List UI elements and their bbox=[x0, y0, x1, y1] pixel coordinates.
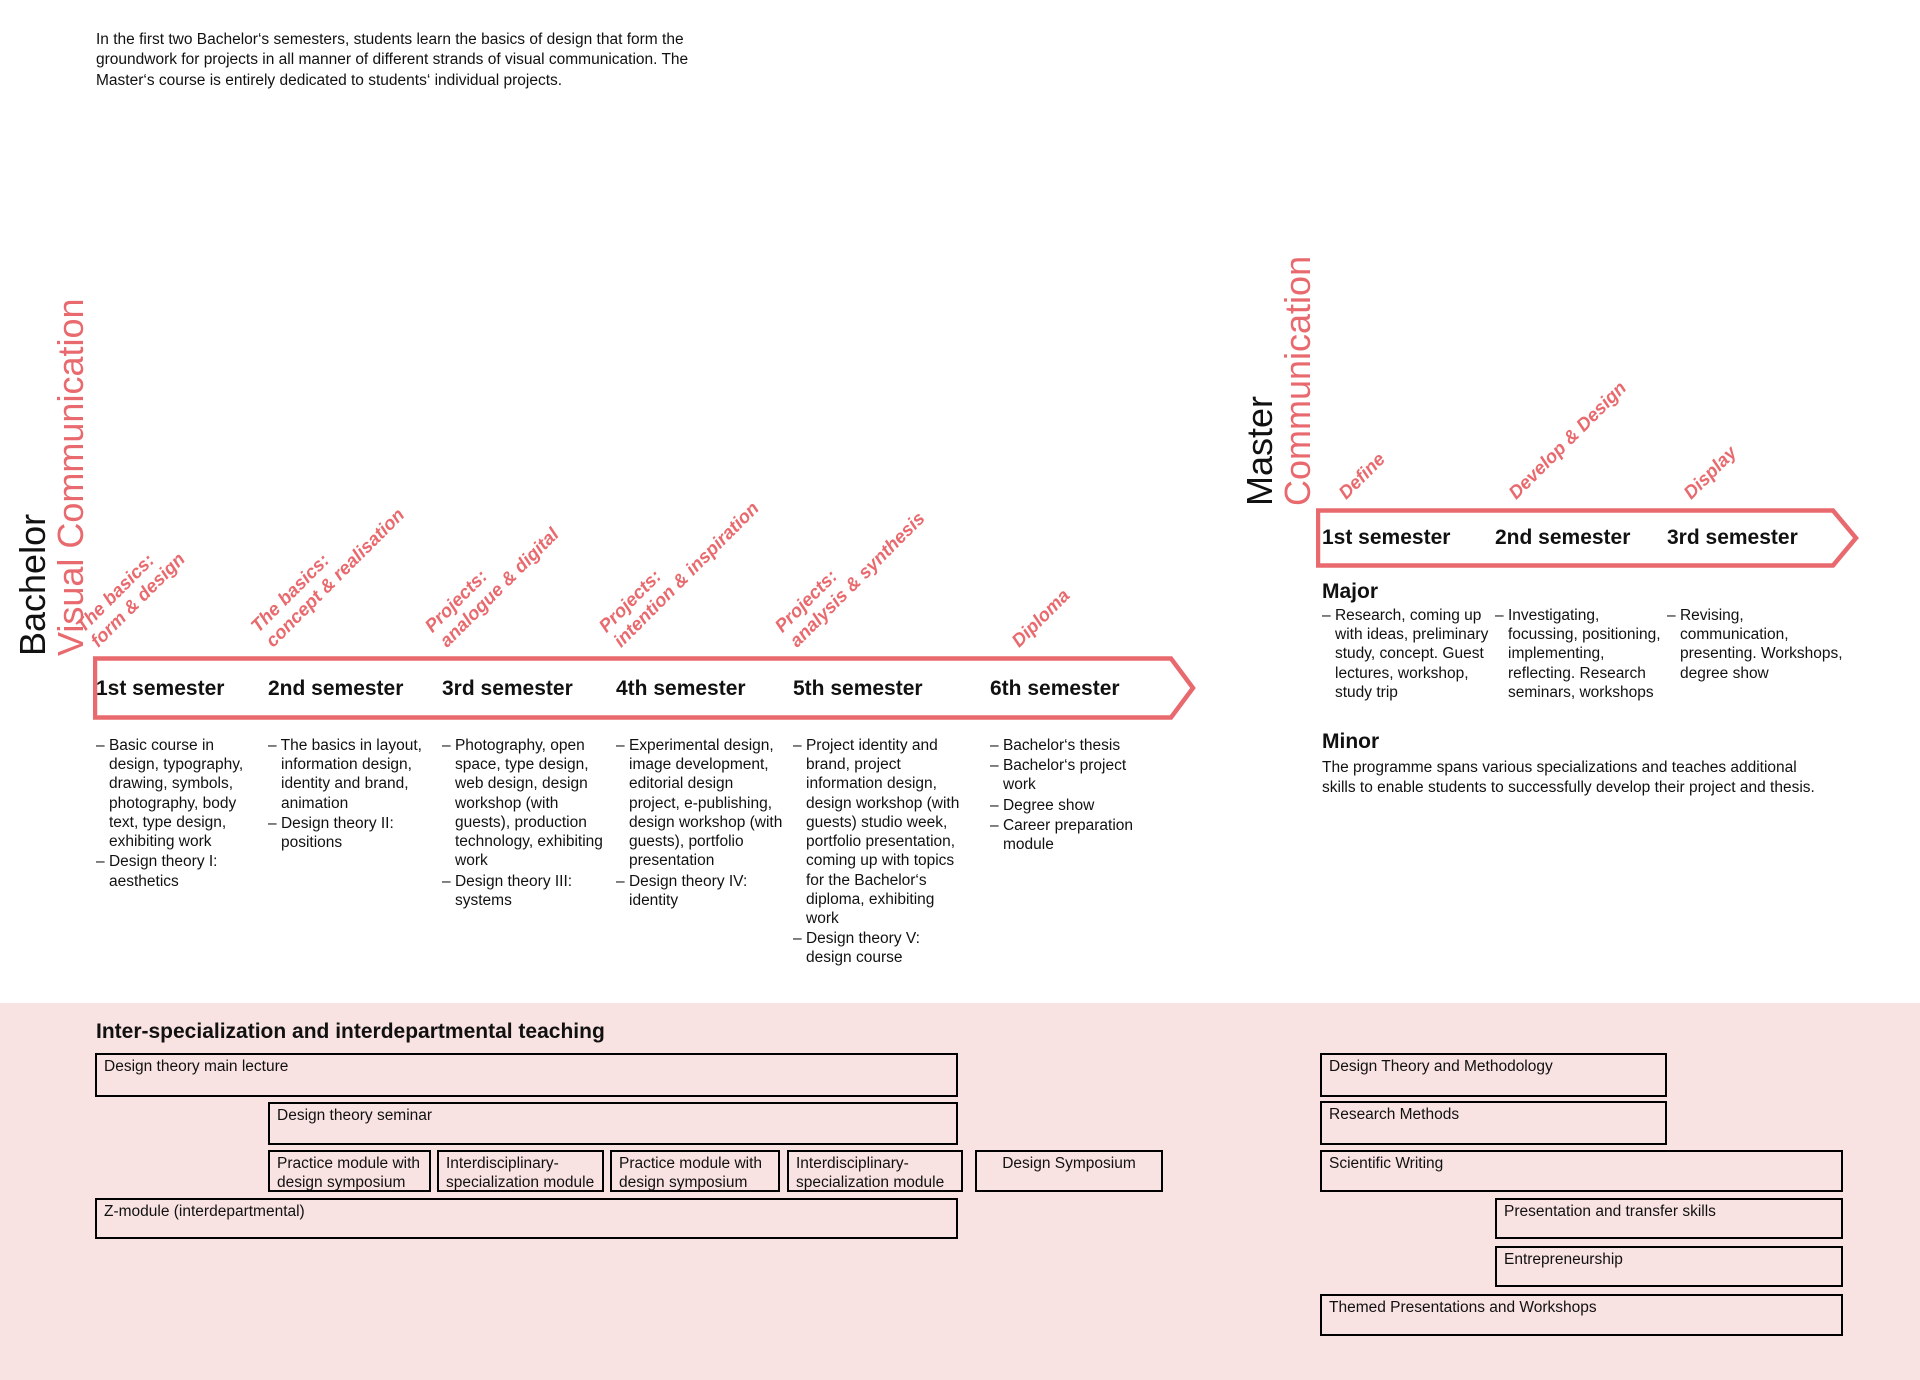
module-box: Z-module (interdepartmental) bbox=[95, 1198, 958, 1239]
module-box: Practice module with design symposium bbox=[268, 1150, 431, 1192]
module-box: Design theory main lecture bbox=[95, 1053, 958, 1097]
module-box: Research Methods bbox=[1320, 1101, 1667, 1145]
bachelor-degree-label: Bachelor bbox=[12, 513, 53, 656]
master-semester-label: 3rd semester bbox=[1667, 526, 1798, 549]
course-item: – Design theory IV: identity bbox=[616, 872, 788, 910]
course-item: – Research, coming up with ideas, preliminary study, concept. Guest lectures, workshop, study trip bbox=[1322, 606, 1490, 702]
bachelor-programme-label: Visual Communication bbox=[50, 298, 91, 656]
course-item: – Career preparation module bbox=[990, 816, 1162, 854]
minor-heading: Minor bbox=[1322, 730, 1380, 753]
minor-text: The programme spans various specializations and teaches additional skills to enable students to successfully develop their project and thesis. bbox=[1322, 759, 1815, 797]
master-degree-label: Master bbox=[1239, 395, 1280, 506]
bachelor-phase-label: The basics: form & design bbox=[71, 548, 189, 651]
major-heading: Major bbox=[1322, 580, 1379, 603]
course-item: – Design theory I: aesthetics bbox=[96, 852, 268, 890]
semester-course-list bbox=[616, 736, 788, 911]
module-box: Presentation and transfer skills bbox=[1495, 1198, 1843, 1239]
bachelor-phase-label: The basics: concept & realisation bbox=[246, 503, 409, 651]
course-item: – Project identity and brand, project information design, design workshop (with guests) studio week, portfolio presentation, coming up with topics for the Bachelor‘s diploma, exhibiting work bbox=[793, 736, 965, 928]
bachelor-semester-label: 2nd semester bbox=[268, 677, 404, 700]
module-box: Entrepreneurship bbox=[1495, 1246, 1843, 1287]
bachelor-semester-label: 6th semester bbox=[990, 677, 1120, 700]
module-box: Interdisciplinary-specialization module bbox=[437, 1150, 604, 1192]
module-box: Design theory seminar bbox=[268, 1102, 958, 1145]
semester-course-list bbox=[96, 736, 268, 892]
module-box: Themed Presentations and Workshops bbox=[1320, 1294, 1843, 1336]
course-item: – Investigating, focussing, positioning, implementing, reflecting. Research seminars, workshops bbox=[1495, 606, 1663, 702]
semester-course-list bbox=[268, 736, 440, 853]
major-column bbox=[1322, 606, 1490, 703]
bachelor-phase-label: Diploma bbox=[1007, 584, 1074, 651]
master-phase-label: Develop & Design bbox=[1504, 376, 1631, 503]
bachelor-phase-label: Projects: analysis & synthesis bbox=[770, 507, 929, 651]
course-item: – Design theory III: systems bbox=[442, 872, 616, 910]
bachelor-semester-label: 1st semester bbox=[96, 677, 225, 700]
semester-course-list bbox=[793, 736, 965, 969]
course-item: – Degree show bbox=[990, 796, 1162, 815]
master-phase-label: Define bbox=[1334, 448, 1389, 503]
master-semester-label: 1st semester bbox=[1322, 526, 1451, 549]
bachelor-semester-label: 5th semester bbox=[793, 677, 923, 700]
course-item: – Design theory II: positions bbox=[268, 814, 440, 852]
course-item: – Design theory V: design course bbox=[793, 929, 965, 967]
module-box: Design Theory and Methodology bbox=[1320, 1053, 1667, 1097]
module-box: Design Symposium bbox=[975, 1150, 1163, 1192]
bachelor-phase-label: Projects: intention & inspiration bbox=[594, 497, 763, 651]
course-item: – Photography, open space, type design, web design, design workshop (with guests), production technology, exhibiting work bbox=[442, 736, 616, 871]
major-column bbox=[1495, 606, 1663, 703]
interdepartmental-section bbox=[0, 1003, 1920, 1380]
course-item: – Experimental design, image development, editorial design project, e-publishing, design workshop (with guests), portfolio presentation bbox=[616, 736, 788, 871]
module-box: Interdisciplinary-specialization module bbox=[787, 1150, 963, 1192]
semester-course-list bbox=[442, 736, 616, 911]
master-programme-label: Communication bbox=[1277, 255, 1318, 506]
master-phase-label: Display bbox=[1679, 441, 1741, 503]
course-item: – Revising, communication, presenting. Workshops, degree show bbox=[1667, 606, 1843, 683]
semester-course-list bbox=[990, 736, 1162, 855]
course-item: – Bachelor‘s project work bbox=[990, 756, 1162, 794]
intro-paragraph: In the first two Bachelor‘s semesters, students learn the basics of design that form the groundwork for projects in all manner of different strands of visual communication. The Master‘s course is entirely dedicated to students‘ individual projects. bbox=[96, 31, 689, 89]
master-semester-label: 2nd semester bbox=[1495, 526, 1631, 549]
course-item: – Bachelor‘s thesis bbox=[990, 736, 1162, 755]
bachelor-phase-label: Projects: analogue & digital bbox=[420, 523, 563, 651]
module-box: Scientific Writing bbox=[1320, 1150, 1843, 1192]
course-item: – The basics in layout, information design, identity and brand, animation bbox=[268, 736, 440, 813]
course-item: – Basic course in design, typography, drawing, symbols, photography, body text, type design, exhibiting work bbox=[96, 736, 268, 851]
bachelor-semester-label: 4th semester bbox=[616, 677, 746, 700]
module-box: Practice module with design symposium bbox=[610, 1150, 780, 1192]
bachelor-semester-label: 3rd semester bbox=[442, 677, 573, 700]
major-column bbox=[1667, 606, 1843, 684]
interdepartmental-heading: Inter-specialization and interdepartmental teaching bbox=[96, 1020, 605, 1043]
